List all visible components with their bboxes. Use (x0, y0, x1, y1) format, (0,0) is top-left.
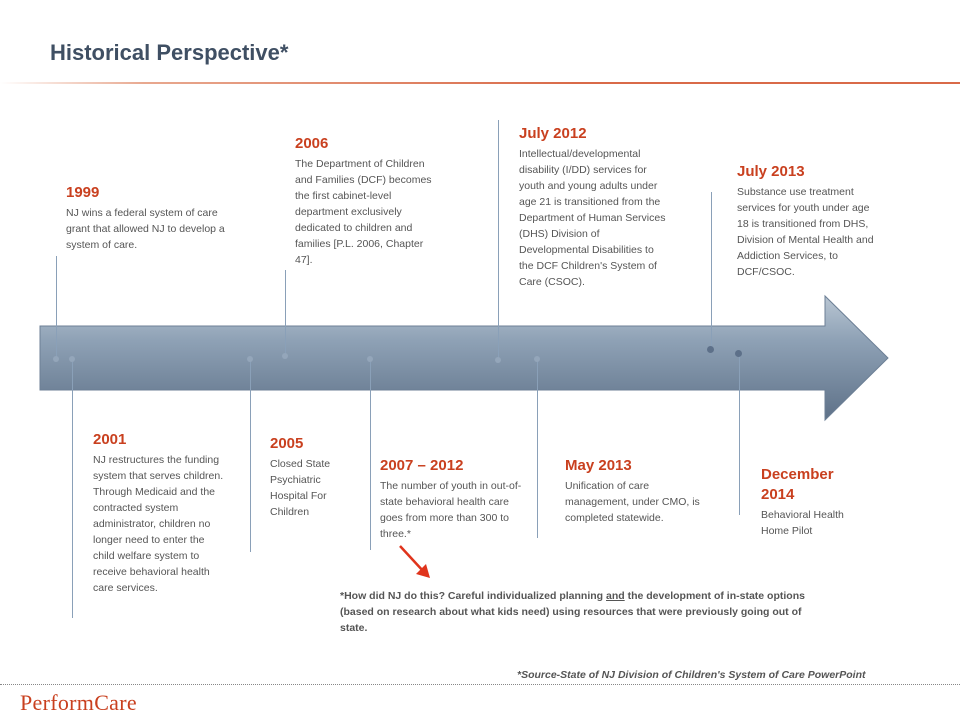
timeline-dot (495, 357, 501, 363)
event-description: Substance use treatment services for youth under age 18 is transitioned from DHS, Division of Mental Health and Addiction Services, to DCF/CSOC. (737, 186, 874, 278)
connector-2001 (72, 362, 73, 618)
timeline-dot (247, 356, 253, 362)
event-year: 2007 – 2012 (380, 457, 464, 474)
footnote-how (340, 588, 820, 636)
pointer-arrow-icon (392, 538, 452, 588)
event-year: July 2013 (737, 163, 805, 180)
timeline-dot (367, 356, 373, 362)
timeline-dot (69, 356, 75, 362)
event-year: December 2014 (761, 466, 834, 503)
event-year: 2001 (93, 431, 127, 448)
event-july-2013 (737, 162, 875, 280)
timeline-dot (735, 350, 742, 357)
event-description: The Department of Children and Families (DCF) becomes the first cabinet-level department exclusively dedicated to children and families [P.L. 2006, Chapter 47]. (295, 158, 432, 266)
event-year: 1999 (66, 184, 100, 201)
event-2005 (270, 434, 348, 520)
event-description: Intellectual/developmental disability (I/DD) services for youth and young adults under age 21 is transitioned from the Department of Human Services (DHS) Division of Developmental Disabilities to the DCF Children's System of Care (CSOC). (519, 148, 666, 288)
footnote-part2: the development of in-state options (based on research about what kids need) using resources that were previously going out of state. (340, 590, 805, 634)
event-year: May 2013 (565, 457, 632, 474)
connector-2005 (250, 360, 251, 552)
timeline-dot (707, 346, 714, 353)
footnote-part1: *How did NJ do this? Careful individualized planning (340, 590, 607, 602)
performcare-logo: PerformCare (20, 690, 137, 715)
connector-2006 (285, 270, 286, 356)
event-description: Unification of care management, under CMO, is completed statewide. (565, 480, 700, 524)
event-may-2013 (565, 456, 700, 526)
connector-jul2013 (711, 192, 712, 348)
connector-1999 (56, 256, 57, 358)
event-description: NJ wins a federal system of care grant that allowed NJ to develop a system of care. (66, 207, 225, 251)
footnote-and: and (606, 590, 625, 602)
footer-divider (0, 684, 960, 685)
timeline-dot (53, 356, 59, 362)
event-year: 2005 (270, 435, 304, 452)
event-description: NJ restructures the funding system that serves children. Through Medicaid and the contracted system administrator, children no longer need to enter the child welfare system to receive behavioral health care services. (93, 454, 224, 594)
connector-may2013 (537, 360, 538, 538)
connector-dec2014 (739, 355, 740, 515)
event-year: 2006 (295, 135, 329, 152)
title-divider (0, 82, 960, 84)
event-description: The number of youth in out-of-state behavioral health care goes from more than 300 to three.* (380, 480, 522, 540)
connector-2012 (498, 120, 499, 360)
event-description: Behavioral Health Home Pilot (761, 509, 844, 537)
event-2001 (93, 430, 225, 596)
event-july-2012 (519, 124, 671, 290)
event-2007-2012 (380, 456, 522, 542)
timeline-dot (534, 356, 540, 362)
event-1999 (66, 183, 231, 253)
timeline-dot (282, 353, 288, 359)
connector-2007 (370, 362, 371, 550)
event-december-2014 (761, 465, 851, 539)
event-2006 (295, 134, 435, 268)
page-title: Historical Perspective* (50, 40, 289, 65)
event-year: July 2012 (519, 125, 587, 142)
event-description: Closed State Psychiatric Hospital For Children (270, 458, 331, 518)
source-citation: *Source-State of NJ Division of Children's System of Care PowerPoint (517, 669, 866, 681)
